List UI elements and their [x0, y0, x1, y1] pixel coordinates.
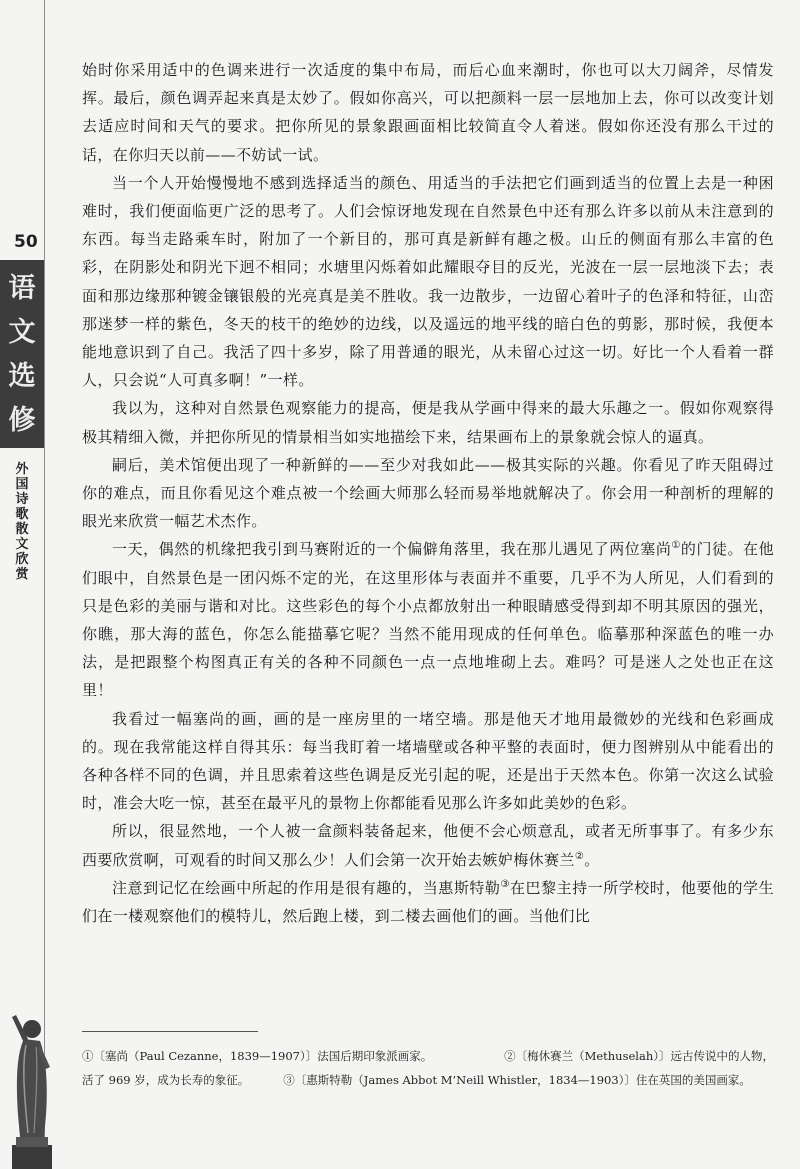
- series-tab-char: 语: [8, 272, 36, 304]
- series-tab-char: 修: [8, 404, 36, 436]
- statue-illustration: [2, 1005, 60, 1169]
- footnote-mark[interactable]: ①: [671, 540, 681, 552]
- article-body: [82, 56, 774, 930]
- paragraph: [82, 169, 774, 395]
- footnote-divider: [82, 1031, 258, 1032]
- footnote-1: ①〔塞尚（Paul Cezanne，1839—1907）〕法国后期印象派画家。: [82, 1049, 433, 1063]
- series-subtitle-char: 文: [15, 537, 29, 552]
- paragraph-text: 所以，很显然地，一个人被一盒颜料装备起来，他便不会心烦意乱，或者无所事事了。有多少东西要欣赏啊，可观看的时间又那么少！人们会第一次开始去嫉妒梅休赛兰: [82, 822, 774, 869]
- paragraph: [82, 874, 774, 930]
- footnote-3: ③〔惠斯特勒（James Abbot M’Neill Whistler，1834—1903）〕住在英国的美国画家。: [283, 1073, 751, 1087]
- footnote-line: [82, 1044, 774, 1068]
- paragraph-text: 始时你采用适中的色调来进行一次适度的集中布局，而后心血来潮时，你也可以大刀阔斧，尽情发挥。最后，颜色调弄起来真是太妙了。假如你高兴，可以把颜料一层一层地加上去，你可以改变计划去适应时间和天气的要求。把你所见的景象跟画面相比较简直令人着迷。假如你还没有那么干过的话，在你归天以前——不妨试一试。: [82, 61, 774, 164]
- paragraph: [82, 817, 774, 873]
- series-subtitle-char: 诗: [15, 492, 29, 507]
- series-subtitle-char: 国: [15, 477, 29, 492]
- paragraph: [82, 56, 774, 169]
- paragraph-text: 在巴黎主持一所学校时，他要他的学生们在一楼观察他们的模特儿，然后跑上楼，到二楼去画他们的画。当他们比: [82, 878, 774, 926]
- paragraph: [82, 451, 774, 536]
- series-tab: [0, 260, 44, 448]
- paragraph: [82, 535, 774, 704]
- paragraph-text: 一天，偶然的机缘把我引到马赛附近的一个偏僻角落里，我在那儿遇见了两位塞尚: [112, 540, 672, 559]
- paragraph-text: 。: [584, 850, 600, 869]
- paragraph-text: 注意到记忆在绘画中所起的作用是很有趣的，当惠斯特勒: [112, 878, 501, 897]
- page-number: 50: [14, 232, 38, 252]
- paragraph-text: 我以为，这种对自然景色观察能力的提高，便是我从学画中得来的最大乐趣之一。假如你观察得极其精细入微，并把你所见的情景相当如实地描绘下来，结果画布上的景象就会惊人的逼真。: [82, 399, 774, 446]
- footnote-2-cont: 活了 969 岁，成为长寿的象征。: [82, 1073, 250, 1087]
- footnote-mark[interactable]: ②: [574, 850, 585, 862]
- left-margin: [0, 0, 62, 1169]
- series-subtitle-char: 欣: [15, 552, 29, 567]
- footnote-2: ②〔梅休赛兰（Methuselah）〕远古传说中的人物，: [504, 1049, 774, 1063]
- paragraph-text: 的门徒。在他们眼中，自然景色是一团闪烁不定的光，在这里形体与表面并不重要，几乎不为人所见，人们看到的只是色彩的美丽与谐和对比。这些彩色的每个小点都放射出一种眼睛感受得到却不明其原因的强光，你瞧，那大海的蓝色，你怎么能描摹它呢？当然不能用现成的任何单色。临摹那种深蓝色的唯一办法，是把跟整个构图真正有关的各种不同颜色一点一点地堆砌上去。难吗？可是迷人之处也正在这里！: [82, 540, 774, 700]
- series-subtitle-char: 歌: [15, 507, 29, 522]
- margin-rule: [44, 0, 45, 1169]
- paragraph: [82, 705, 774, 818]
- series-tab-char: 文: [8, 316, 36, 348]
- paragraph: [82, 394, 774, 450]
- series-subtitle: [13, 462, 31, 582]
- footnotes: [82, 1044, 774, 1092]
- paragraph-text: 嗣后，美术馆便出现了一种新鲜的——至少对我如此——极其实际的兴趣。你看见了昨天阻碍过你的难点，而且你看见这个难点被一个绘画大师那么轻而易举地就解决了。你会用一种剖析的理解的眼光来欣赏一幅艺术杰作。: [82, 455, 774, 531]
- series-subtitle-char: 外: [15, 462, 29, 477]
- series-subtitle-char: 赏: [15, 567, 29, 582]
- footnote-line: [82, 1068, 774, 1092]
- series-tab-char: 选: [8, 360, 36, 392]
- series-subtitle-char: 散: [15, 522, 29, 537]
- footnote-mark[interactable]: ③: [500, 878, 510, 890]
- paragraph-text: 我看过一幅塞尚的画，画的是一座房里的一堵空墙。那是他天才地用最微妙的光线和色彩画成的。现在我常能这样自得其乐：每当我盯着一堵墙壁或各种平整的表面时，便力图辨别从中能看出的各种各样不同的色调，并且思索着这些色调是反光引起的呢，还是出于天然本色。你第一次这么试验时，准会大吃一惊，甚至在最平凡的景物上你都能看见那么许多如此美妙的色彩。: [82, 709, 774, 813]
- paragraph-text: 当一个人开始慢慢地不感到选择适当的颜色、用适当的手法把它们画到适当的位置上去是一种困难时，我们便面临更广泛的思考了。人们会惊讶地发现在自然景色中还有那么许多以前从未注意到的东西。每当走路乘车时，附加了一个新目的，那可真是新鲜有趣之极。山丘的侧面有那么丰富的色彩，在阴影处和阴光下迥不相同；水塘里闪烁着如此耀眼夺目的反光，光波在一层一层地淡下去；表面和那边缘那种镀金镶银般的光亮真是美不胜收。我一边散步，一边留心着叶子的色泽和特征，山峦那迷梦一样的紫色，冬天的枝干的绝妙的边线，以及遥远的地平线的暗白色的剪影，那时候，我便本能地意识到了自己。我活了四十多岁，除了用普通的眼光，从未留心过这一切。好比一个人看着一群人，只会说“人可真多啊！”一样。: [82, 173, 774, 390]
